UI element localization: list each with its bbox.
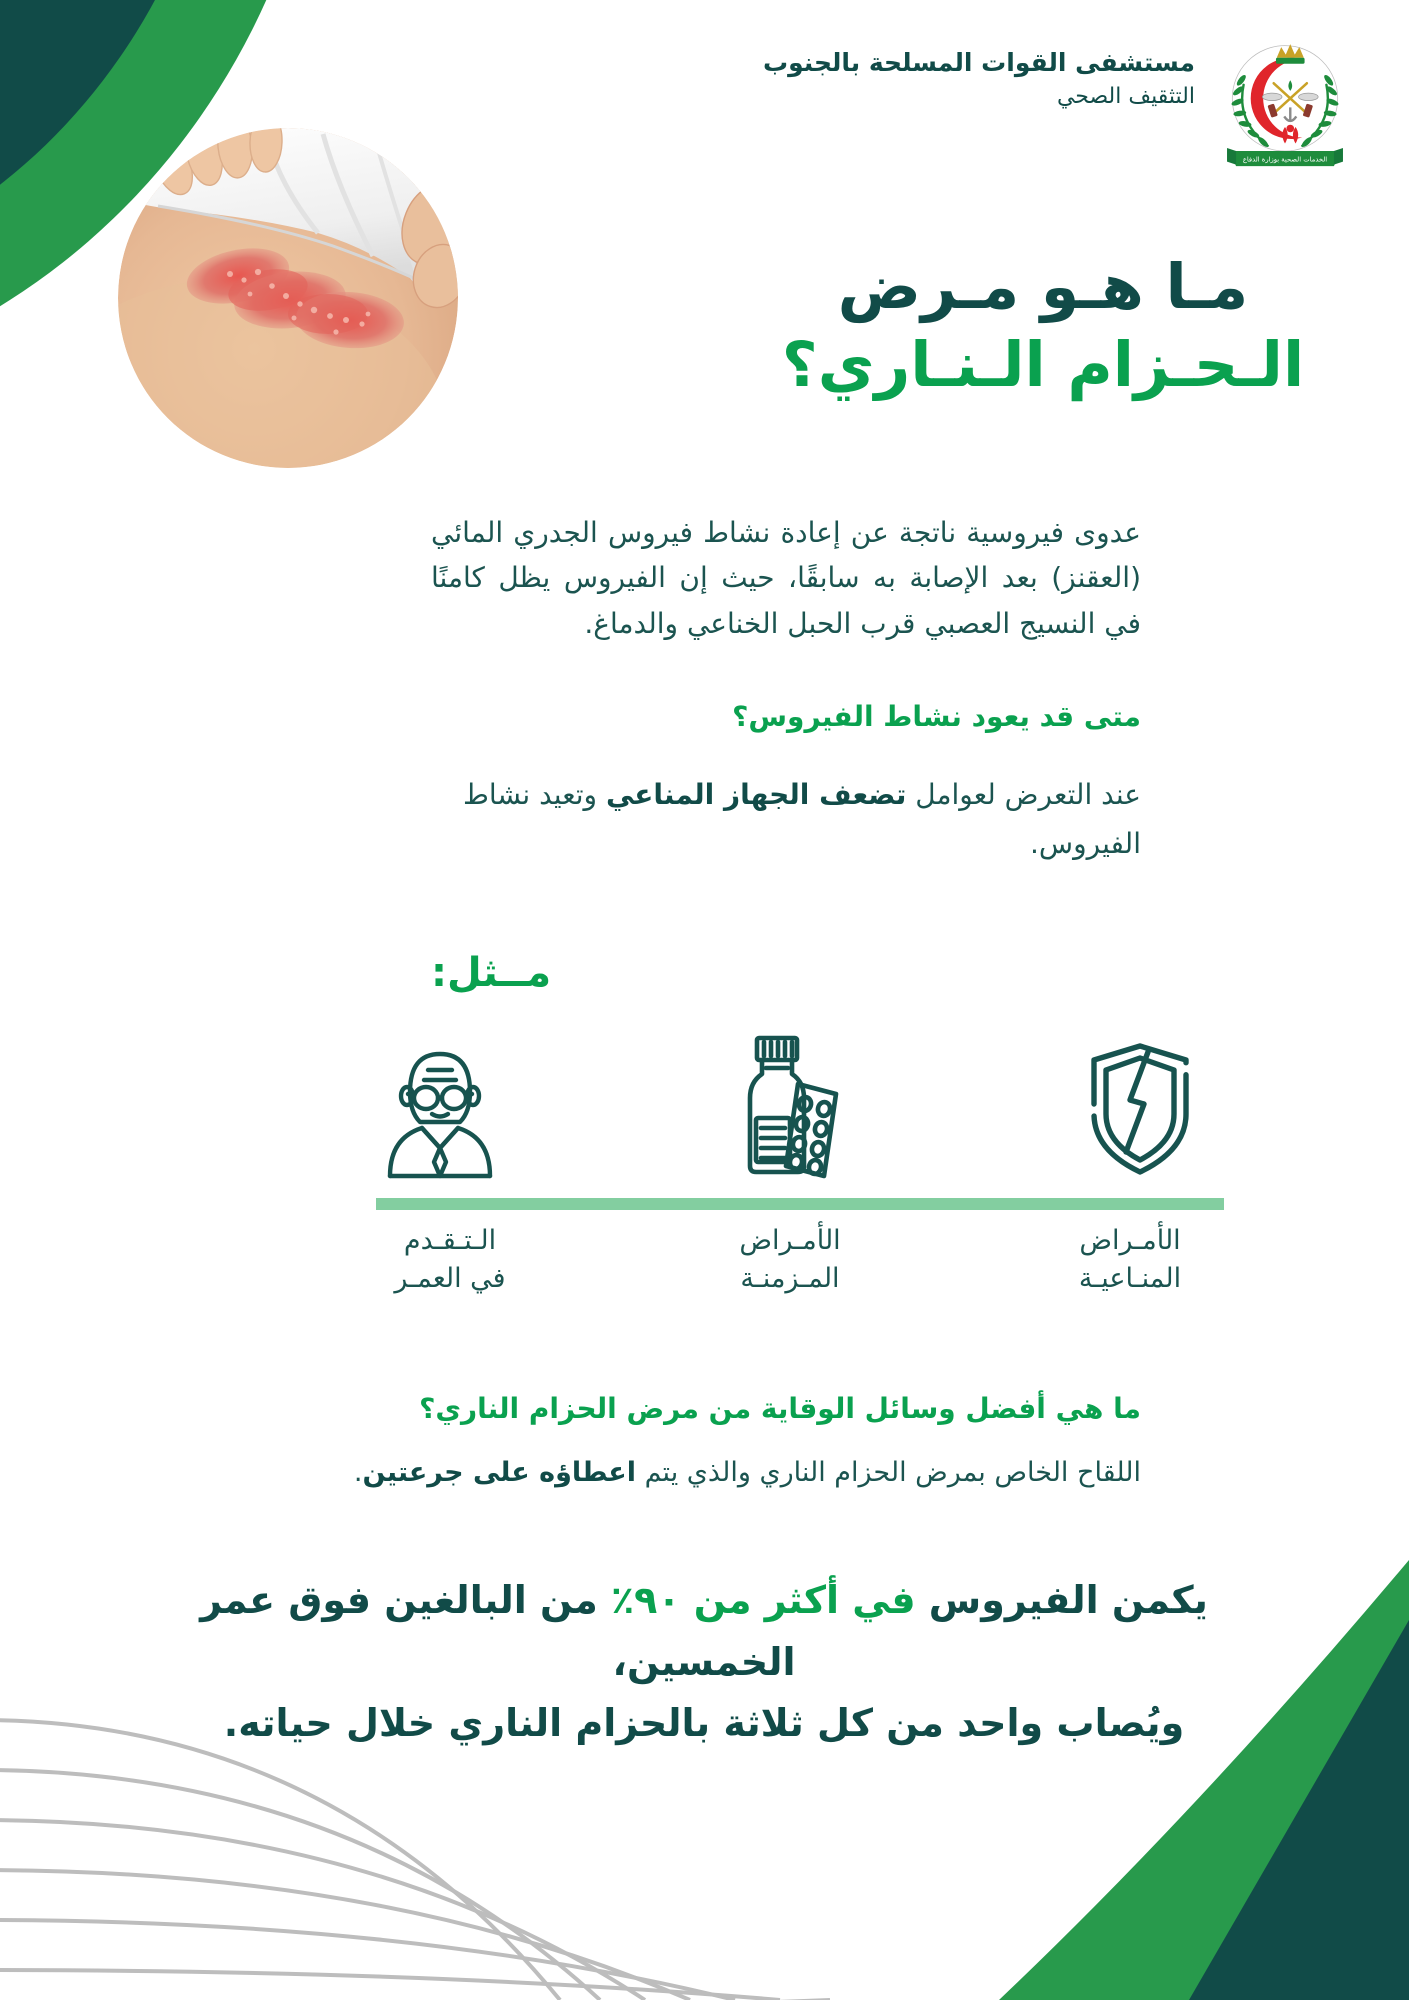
reactivation-heading: متى قد يعود نشاط الفيروس؟ — [732, 700, 1141, 733]
poster-header — [763, 38, 1349, 170]
risk-factor-labels-row — [350, 1222, 1230, 1299]
risk-factor-label-chronic-line2: المـزمنـة — [740, 1263, 840, 1295]
statistic-line1-part1: يكمن الفيروس — [915, 1578, 1208, 1622]
reactivation-answer-before: عند التعرض لعوامل — [906, 778, 1141, 811]
reactivation-answer-after: وتعيد نشاط الفيروس. — [462, 778, 1141, 860]
organization-name: مستشفى القوات المسلحة بالجنوب — [763, 48, 1195, 77]
risk-factor-label-immune-line1: الأمـراض — [1079, 1225, 1181, 1256]
risk-factor-icons-row — [350, 1030, 1230, 1180]
risk-factor-label-immune-line2: المنـاعيـة — [1078, 1263, 1182, 1295]
intro-paragraph: عدوى فيروسية ناتجة عن إعادة نشاط فيروس الجدري المائي (العقنز) بعد الإصابة به سابقًا، حيث إن الفيروس يظل كامنًا في النسيج العصبي قرب الحبل الخناعي والدماغ. — [431, 516, 1141, 640]
medicine-bottle-pills-icon — [732, 1032, 848, 1180]
risk-factor-label-chronic — [690, 1222, 890, 1299]
shingles-rash-illustration — [118, 128, 458, 468]
svg-text:الخدمات الصحية بوزارة الدفاع: الخدمات الصحية بوزارة الدفاع — [1242, 155, 1328, 164]
risk-factor-icon-cell-aging — [350, 1030, 530, 1180]
shingles-rash-photo — [118, 128, 458, 468]
icons-divider-rule — [376, 1198, 1224, 1210]
risk-factor-label-aging-line2: في العمـر — [394, 1263, 506, 1295]
prevention-answer-bold: اعطاؤه على جرعتين — [362, 1457, 636, 1488]
reactivation-answer — [431, 770, 1141, 868]
saudi-armed-forces-medical-services-logo-icon — [1221, 38, 1349, 170]
risk-factor-label-chronic-line1: الأمـراض — [739, 1225, 841, 1256]
page-title-line2: الـحـزام الـنـاري؟ — [781, 327, 1305, 401]
risk-factor-icon-cell-chronic — [700, 1030, 880, 1180]
prevention-answer — [181, 1452, 1141, 1494]
page-title — [763, 248, 1323, 403]
examples-label: مــثل: — [431, 950, 552, 996]
broken-shield-icon — [1082, 1038, 1198, 1180]
risk-factor-label-aging-line1: الـتـقـدم — [403, 1225, 497, 1256]
risk-factor-label-immune — [1030, 1222, 1230, 1299]
elderly-person-icon — [376, 1040, 504, 1180]
risk-factor-icon-cell-immune — [1050, 1030, 1230, 1180]
prevention-heading: ما هي أفضل وسائل الوقاية من مرض الحزام الناري؟ — [419, 1392, 1141, 1425]
department-name: التثقيف الصحي — [1056, 83, 1195, 109]
prevention-answer-before: اللقاح الخاص بمرض الحزام الناري والذي يتم — [636, 1457, 1141, 1488]
prevention-answer-after: . — [353, 1457, 363, 1488]
page-title-line1: مـا هـو مـرض — [837, 250, 1249, 323]
risk-factor-label-aging — [350, 1222, 550, 1299]
statistic-highlight: في أكثر من ٩٠٪ — [610, 1578, 916, 1622]
key-statistic — [109, 1570, 1299, 1755]
statistic-line2: ويُصاب واحد من كل ثلاثة بالحزام الناري خلال حياته. — [223, 1701, 1185, 1746]
statistic-line1-part2: من البالغين فوق عمر الخمسين، — [200, 1578, 796, 1684]
reactivation-answer-bold: تضعف الجهاز المناعي — [605, 778, 907, 811]
